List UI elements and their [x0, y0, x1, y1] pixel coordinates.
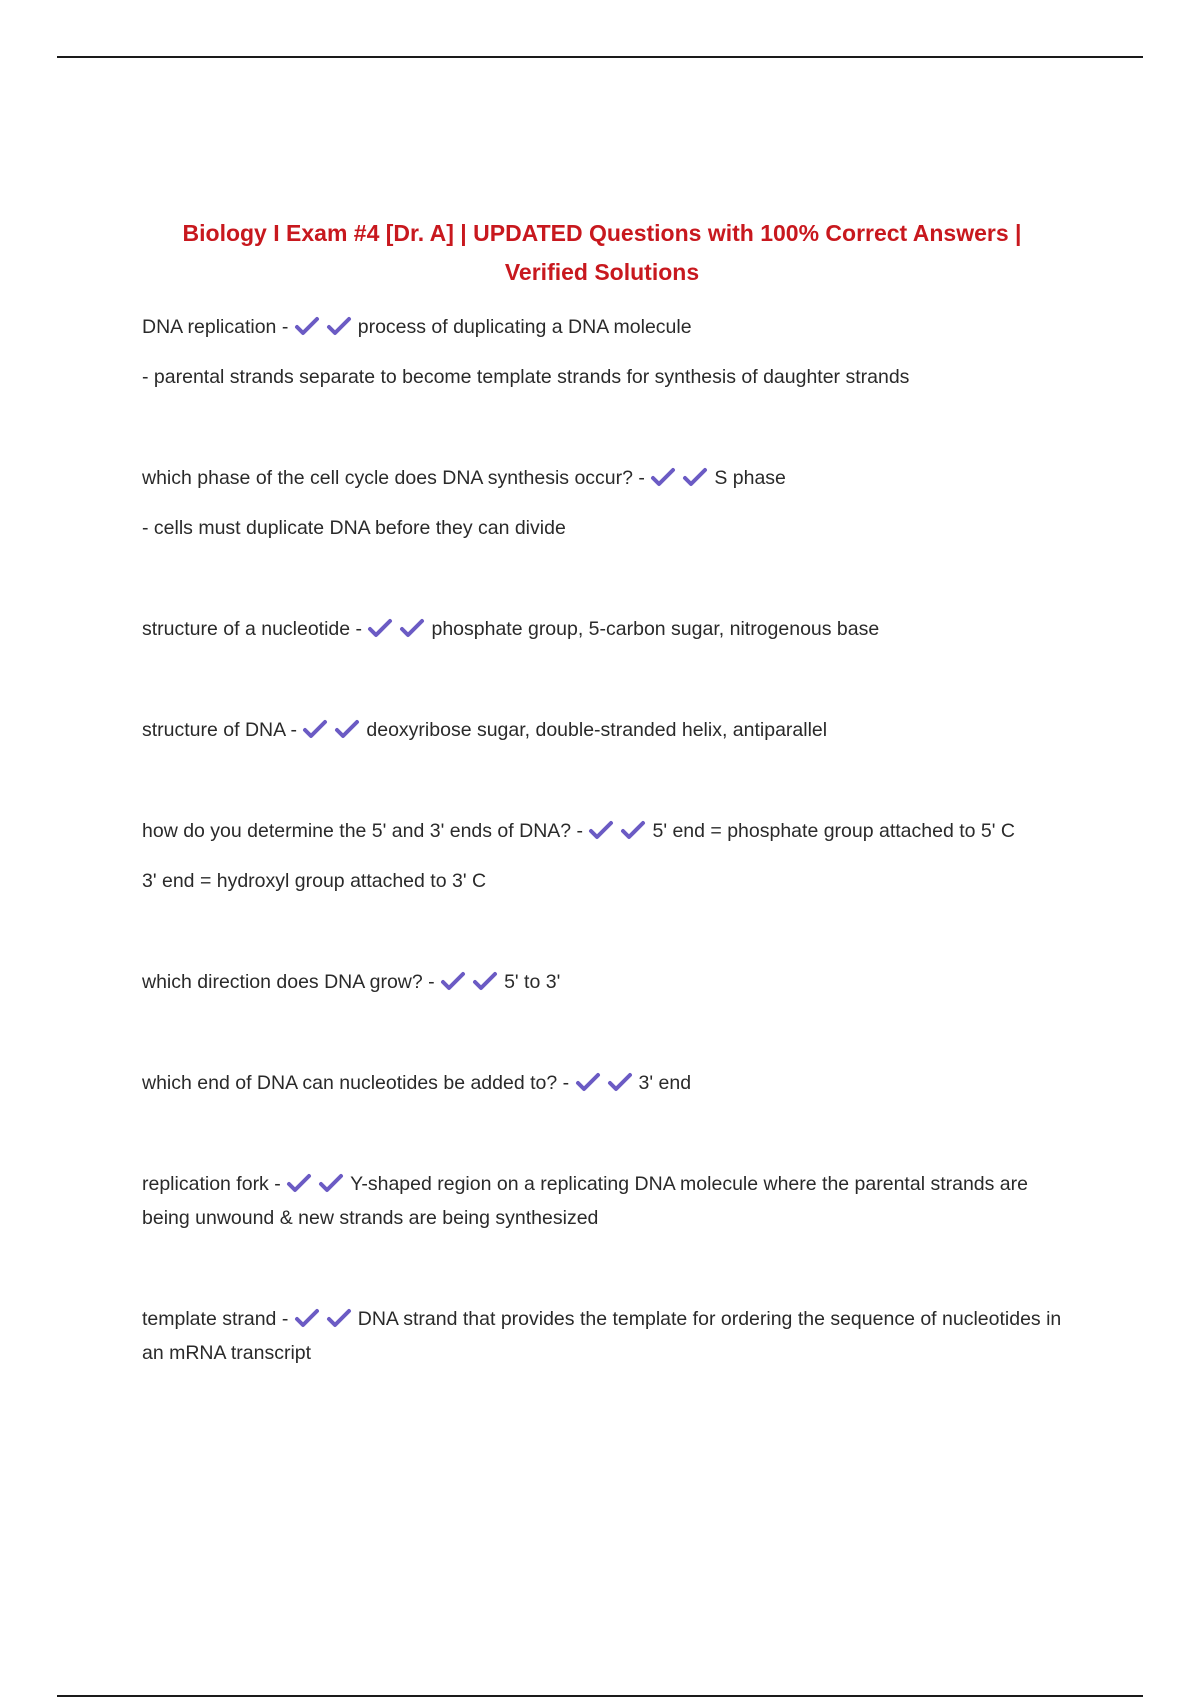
question-text: which end of DNA can nucleotides be added to? - [142, 1072, 570, 1094]
qa-line [142, 1167, 1072, 1235]
bottom-divider [57, 1695, 1143, 1697]
qa-item [142, 1066, 1072, 1100]
answer-text: process of duplicating a DNA molecule [357, 316, 692, 338]
question-text: template strand - [142, 1308, 289, 1330]
check-icon [650, 467, 676, 487]
answer-note: 3' end = hydroxyl group attached to 3' C [142, 870, 487, 892]
qa-line [142, 1066, 1072, 1100]
check-icon [302, 719, 328, 739]
qa-line [142, 612, 1072, 646]
qa-item [142, 612, 1072, 646]
answer-text: 3' end [638, 1072, 692, 1094]
answer-text: deoxyribose sugar, double-stranded helix, antiparallel [366, 719, 828, 741]
qa-list [142, 310, 1072, 1437]
answer-note: - cells must duplicate DNA before they can divide [142, 517, 566, 539]
qa-line [142, 814, 1072, 848]
question-text: replication fork - [142, 1173, 281, 1195]
answer-text: 5' to 3' [504, 971, 561, 993]
question-text: structure of a nucleotide - [142, 618, 363, 640]
check-icon [318, 1173, 344, 1193]
check-icon [682, 467, 708, 487]
top-divider [57, 56, 1143, 58]
check-icon [575, 1072, 601, 1092]
check-icon [326, 1308, 352, 1328]
check-icon [620, 820, 646, 840]
qa-item [142, 310, 1072, 394]
answer-text: S phase [714, 467, 786, 489]
qa-line [142, 1302, 1072, 1370]
check-icon [607, 1072, 633, 1092]
answer-text: DNA strand that provides the template for ordering the sequence of nucleotides in an mRNA transcript [142, 1308, 1062, 1364]
check-icon [294, 1308, 320, 1328]
check-icon [286, 1173, 312, 1193]
document-title: Biology I Exam #4 [Dr. A] | UPDATED Questions with 100% Correct Answers | Verified Solutions [182, 220, 1022, 285]
check-icon [367, 618, 393, 638]
qa-item [142, 1302, 1072, 1370]
qa-item [142, 814, 1072, 898]
question-text: which phase of the cell cycle does DNA synthesis occur? - [142, 467, 645, 489]
qa-item [142, 965, 1072, 999]
qa-item [142, 713, 1072, 747]
check-icon [472, 971, 498, 991]
qa-line [142, 461, 1072, 495]
check-icon [326, 316, 352, 336]
answer-note: - parental strands separate to become template strands for synthesis of daughter strands [142, 366, 910, 388]
check-icon [588, 820, 614, 840]
check-icon [399, 618, 425, 638]
qa-line [142, 965, 1072, 999]
question-text: DNA replication - [142, 316, 289, 338]
qa-item [142, 461, 1072, 545]
qa-item [142, 1167, 1072, 1235]
check-icon [440, 971, 466, 991]
check-icon [334, 719, 360, 739]
question-text: structure of DNA - [142, 719, 297, 741]
qa-line [142, 713, 1072, 747]
check-icon [294, 316, 320, 336]
answer-text: phosphate group, 5-carbon sugar, nitrogenous base [431, 618, 880, 640]
qa-line [142, 310, 1072, 344]
answer-text: 5' end = phosphate group attached to 5' C [652, 820, 1015, 842]
answer-text: Y-shaped region on a replicating DNA molecule where the parental strands are being unwound & new strands are being synthesized [142, 1173, 1028, 1229]
question-text: how do you determine the 5' and 3' ends of DNA? - [142, 820, 584, 842]
question-text: which direction does DNA grow? - [142, 971, 435, 993]
